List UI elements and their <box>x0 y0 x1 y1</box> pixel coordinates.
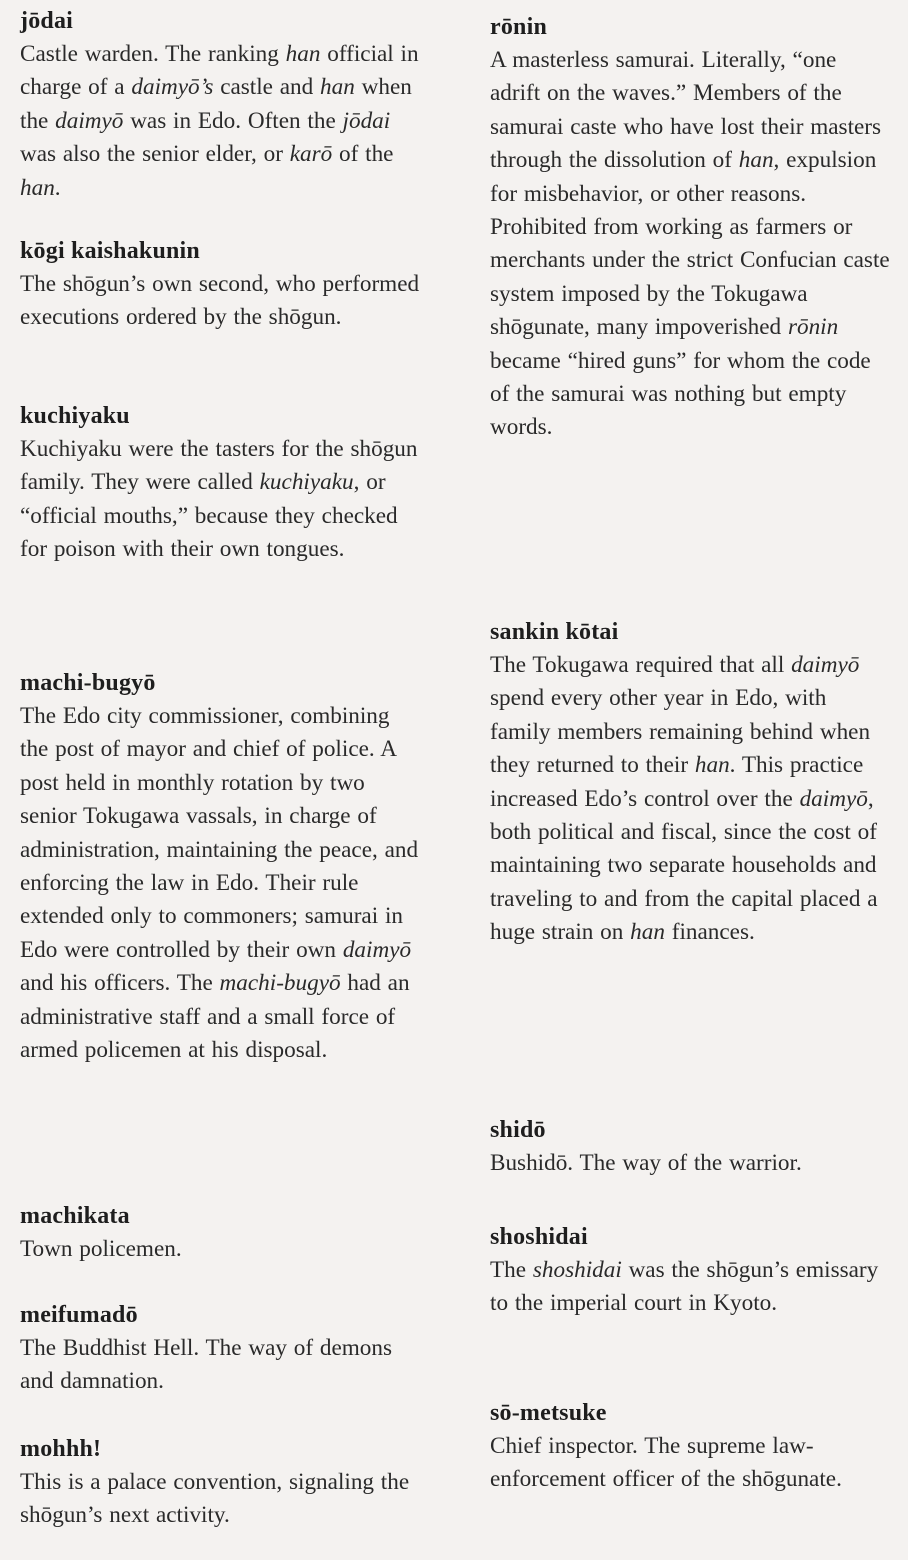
definition-italic-term: han <box>630 919 665 946</box>
glossary-term: rōnin <box>490 14 548 40</box>
glossary-definition <box>20 38 422 205</box>
definition-text: , both political and fiscal, since the cost of maintaining two separate households and traveling to and from the capital placed a huge strain on <box>490 785 878 946</box>
glossary-entry-sankin-kotai <box>490 617 892 950</box>
glossary-term: kuchiyaku <box>20 403 130 429</box>
definition-italic-term: han <box>320 74 355 101</box>
glossary-entry-mohhh <box>20 1434 422 1533</box>
definition-italic-term: daimyō <box>799 785 868 812</box>
definition-text: Bushidō. The way of the warrior. <box>490 1150 802 1176</box>
glossary-term: meifumadō <box>20 1302 138 1328</box>
definition-text: The <box>490 1257 533 1283</box>
definition-text: This is a palace convention, signaling the shōgun’s next activity. <box>20 1469 410 1529</box>
definition-text: was in Edo. Often the <box>123 107 343 134</box>
glossary-entry-so-metsuke <box>490 1398 892 1497</box>
glossary-entry-kuchiyaku <box>20 401 422 567</box>
definition-italic-term: rōnin <box>787 314 839 341</box>
glossary-definition <box>20 268 422 335</box>
definition-text: and his officers. The <box>20 970 220 997</box>
definition-text: . This practice increased Edo’s control over the <box>490 752 864 812</box>
definition-text: The Buddhist Hell. The way of demons and damnation. <box>20 1335 393 1395</box>
definition-italic-term: han <box>738 147 774 174</box>
definition-text: Town policemen. <box>20 1236 182 1262</box>
glossary-entry-shoshidai <box>490 1222 892 1321</box>
glossary-definition <box>20 700 422 1067</box>
definition-text: when the <box>20 74 412 134</box>
definition-italic-term: daimyō’s <box>131 74 214 101</box>
definition-italic-term: han <box>285 41 321 67</box>
definition-italic-term: han <box>20 174 55 201</box>
definition-text: was the shōgun’s emissary to the imperial court in Kyoto. <box>490 1257 879 1317</box>
glossary-entry-ronin <box>490 12 892 445</box>
glossary-term: jōdai <box>20 8 74 34</box>
definition-text: A masterless samurai. Literally, “one adrift on the waves.” Members of the samurai caste who have lost their masters through the dissolution of <box>490 47 882 174</box>
definition-italic-term: kuchiyaku <box>259 469 354 496</box>
glossary-term: sō-metsuke <box>490 1400 607 1426</box>
glossary-definition <box>20 433 422 567</box>
definition-italic-term: daimyō <box>55 107 124 134</box>
definition-italic-term: han <box>694 752 730 779</box>
glossary-term: shoshidai <box>490 1224 588 1250</box>
glossary-term: sankin kōtai <box>490 619 619 645</box>
glossary-definition <box>490 649 892 950</box>
definition-text: official in charge of a <box>20 41 419 101</box>
definition-text: Kuchiyaku were the tasters for the shōgun family. They were called <box>20 436 418 496</box>
glossary-term: machi-bugyō <box>20 670 156 696</box>
glossary-definition <box>20 1233 422 1266</box>
glossary-entry-machi-bugyo <box>20 668 422 1067</box>
definition-text: castle and <box>213 74 321 101</box>
definition-text: The Edo city commissioner, combining the post of mayor and chief of police. A post held in monthly rotation by two senior Tokugawa vassals, in charge of administration, maintaining the peace, and enforcing the law in Edo. Their rule extended only to commoners; samurai in Edo were controlled by their own <box>20 703 419 963</box>
definition-text: finances. <box>664 919 755 946</box>
glossary-entry-shido <box>490 1115 892 1180</box>
glossary-term: kōgi kaishakunin <box>20 238 200 264</box>
definition-text: The Tokugawa required that all <box>490 652 792 678</box>
glossary-definition <box>490 1430 892 1497</box>
definition-italic-term: daimyō <box>342 936 412 963</box>
definition-text: Chief inspector. The supreme law-enforcement officer of the shōgunate. <box>490 1433 842 1493</box>
glossary-term: shidō <box>490 1117 546 1143</box>
glossary-entry-jodai <box>20 6 422 205</box>
glossary-term: machikata <box>20 1203 130 1229</box>
glossary-entry-machikata <box>20 1201 422 1266</box>
glossary-definition <box>20 1466 422 1533</box>
definition-italic-term: daimyō <box>791 652 860 678</box>
glossary-entry-kogi-kaishakunin <box>20 236 422 335</box>
definition-text: became “hired guns” for whom the code of the samurai was nothing but empty words. <box>490 347 871 441</box>
definition-text: . <box>54 174 61 201</box>
definition-text: spend every other year in Edo, with family members remaining behind when they returned to their <box>490 685 871 779</box>
glossary-definition <box>20 1332 422 1399</box>
definition-text: The shōgun’s own second, who performed executions ordered by the shōgun. <box>20 271 420 331</box>
glossary-entry-meifumado <box>20 1300 422 1399</box>
definition-italic-term: shoshidai <box>532 1257 622 1283</box>
glossary-definition <box>490 44 892 445</box>
glossary-definition <box>490 1254 892 1321</box>
definition-italic-term: jōdai <box>342 107 391 134</box>
glossary-term: mohhh! <box>20 1436 102 1462</box>
glossary-definition <box>490 1147 892 1180</box>
definition-text: Castle warden. The ranking <box>20 41 286 67</box>
definition-text: was also the senior elder, or <box>20 141 290 168</box>
definition-italic-term: karō <box>289 141 333 168</box>
definition-text: , or “official mouths,” because they checked for poison with their own tongues. <box>20 469 398 563</box>
definition-text: of the <box>332 141 394 168</box>
definition-text: had an administrative staff and a small force of armed policemen at his disposal. <box>20 970 410 1064</box>
definition-italic-term: machi-bugyō <box>219 970 341 997</box>
definition-text: , expulsion for misbehavior, or other reasons. Prohibited from working as farmers or merchants under the strict Confucian caste system imposed by the Tokugawa shōgunate, many impoverished <box>490 147 890 341</box>
